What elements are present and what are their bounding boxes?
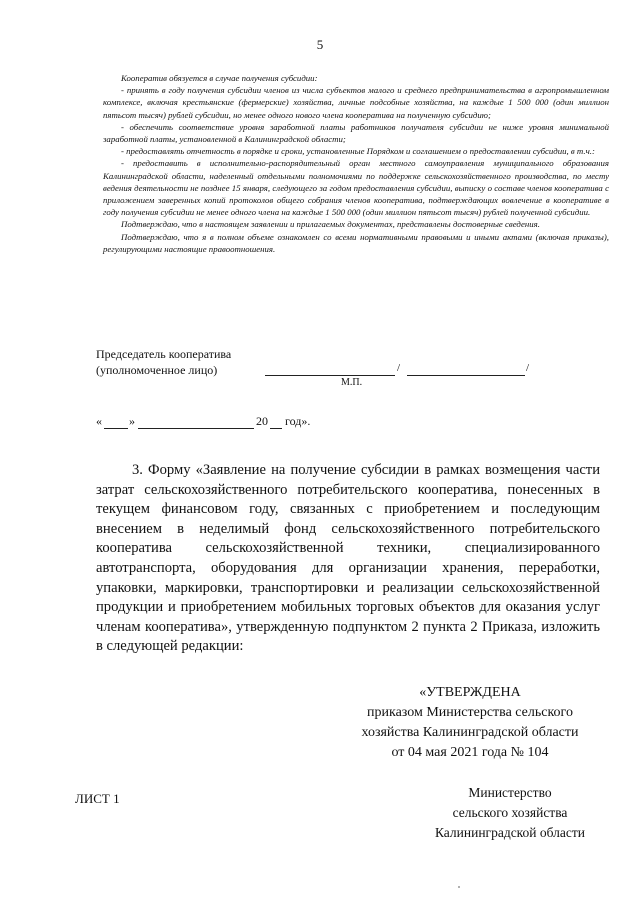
- signature-slash: /: [397, 362, 401, 374]
- cooperative-obligations: [103, 72, 609, 255]
- ministry-line: сельского хозяйства: [452, 805, 568, 820]
- approval-heading: «УТВЕРЖДЕНА: [419, 685, 521, 700]
- approval-date-line: от 04 мая 2021 года № 104: [391, 745, 549, 760]
- page-number: 5: [316, 37, 324, 52]
- name-line: [407, 375, 525, 376]
- confirmation-statement: Подтверждаю, что в настоящем заявлении и прилагаемых документах, представлены достоверные сведения.: [121, 219, 540, 230]
- signer-role-note: (уполномоченное лицо): [96, 363, 218, 377]
- date-quote-open: «: [96, 414, 102, 428]
- stamp-place-label: М.П.: [341, 377, 363, 388]
- date-suffix: год».: [285, 414, 311, 428]
- ministry-block: [420, 783, 600, 843]
- date-month-line: [138, 428, 254, 429]
- scan-speck: [458, 886, 460, 888]
- date-year-line: [270, 428, 282, 429]
- date-day-line: [104, 428, 128, 429]
- obligation-item: - принять в году получения субсидии членов из числа субъектов малого и среднего предпринимательства в агропромышленном комплексе, включая крестьянские (фермерские) хозяйства, личные подсобные хозяйства, на каждые 1 500 000 (один миллион пятьсот тысяч) рублей субсидии, но менее одного нового члена кооператива на полученную субсидию;: [103, 85, 609, 120]
- obligation-item: - предоставить в исполнительно-распорядительный орган местного самоуправления муниципального образования Калининградской области, наделенный отдельными полномочиями по поддержке сельскохозяйственного производства, по месту ведения деятельности не позднее 15 января, следующего за годом предоставления субсидии, выписку о составе членов кооператива с приложением заверенных копий протоколов общего собрания членов кооператива, подтверждающих вовлечение в кооперативе в году получения субсидии не менее одного члена на каждые 1 500 000 (один миллион пятьсот тысяч) рублей полученной субсидии.: [103, 158, 609, 218]
- signature-slash: /: [526, 362, 530, 374]
- date-quote-close: »: [129, 414, 135, 428]
- obligation-item: - предоставлять отчетность в порядке и сроки, установленные Порядком и соглашением о предоставлении субсидии, в т.ч.:: [121, 146, 595, 157]
- obligations-intro: Кооператив обязуется в случае получения субсидии:: [121, 73, 318, 83]
- confirmation-statement: Подтверждаю, что я в полном объеме ознакомлен со всеми нормативными правовыми и иными актами (включая приказы), регулирующими настоящие правоотношения.: [103, 231, 609, 254]
- date-year-prefix: 20: [256, 414, 268, 428]
- item-3-text: 3. Форму «Заявление на получение субсидии в рамках возмещения части затрат сельскохозяйственного потребительского кооператива, понесенных в текущем финансовом году, связанных с приобретением и последующим внесением в неделимый фонд сельскохозяйственного потребительского кооператива сельскохозяйственной техники, специализированного автотранспорта, оборудования для организации хранения, переработки, упаковки, маркировки, транспортировки и реализации сельскохозяйственной продукции и приобретением мобильных торговых объектов для оказания услуг членам кооператива», утвержденную подпунктом 2 пункта 2 Приказа, изложить в следующей редакции:: [96, 462, 600, 655]
- obligation-item: - обеспечить соответствие уровня заработной платы работников получателя субсидии не ниже уровня минимальной заработной платы, установленной в Калининградской области;: [103, 121, 609, 145]
- ministry-line: Министерство: [468, 785, 552, 800]
- signature-line: [265, 375, 395, 376]
- approval-line: приказом Министерства сельского: [367, 705, 573, 720]
- approval-line: хозяйства Калининградской области: [361, 725, 579, 740]
- sheet-label: ЛИСТ 1: [75, 791, 120, 806]
- ministry-line: Калининградской области: [434, 825, 586, 840]
- signer-role: Председатель кооператива: [96, 347, 232, 361]
- item-3-paragraph: [96, 461, 600, 657]
